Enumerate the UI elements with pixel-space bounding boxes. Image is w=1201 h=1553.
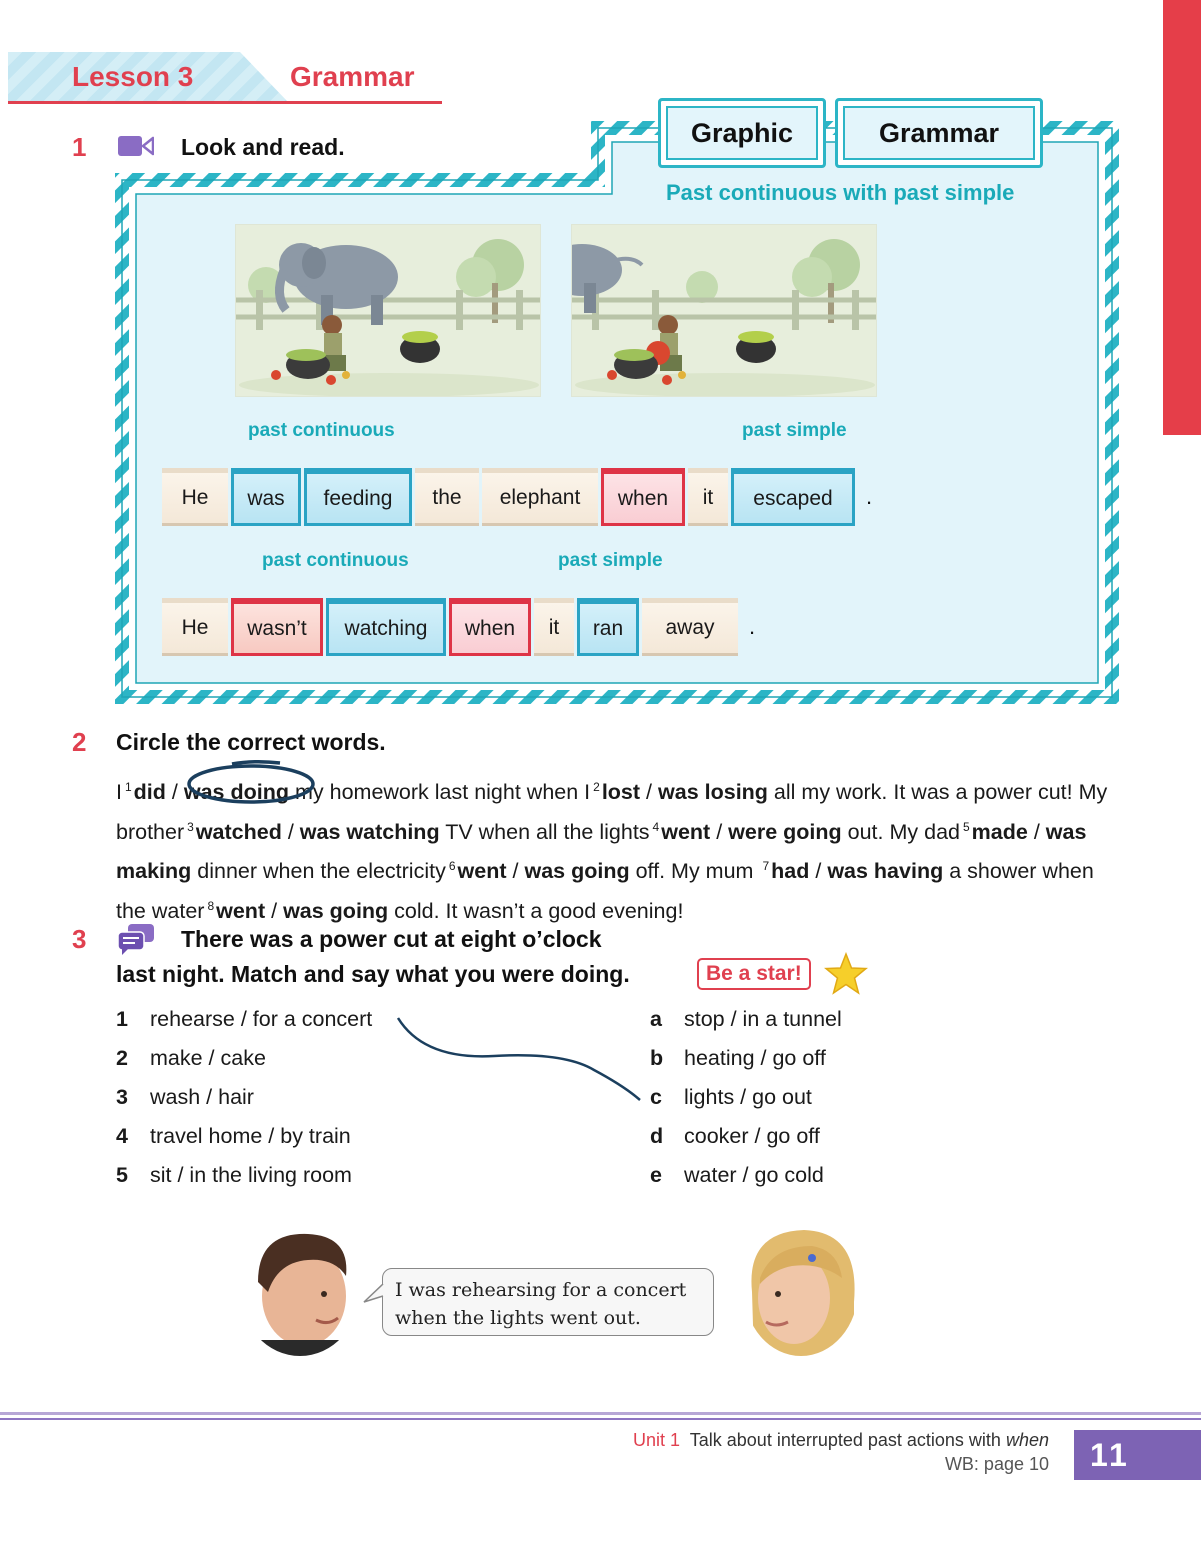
word-block: it [534,598,574,656]
item-number: 2 [116,1046,128,1070]
graphic-grammar-subtitle: Past continuous with past simple [666,180,1015,205]
item-text[interactable]: lights / go out [684,1085,812,1109]
boy-avatar [238,1222,362,1358]
speech-line: when the lights went out. [395,1307,641,1329]
text: off. My mum [635,859,754,884]
item-letter: a [650,1007,662,1031]
option-b[interactable]: was having [827,859,944,884]
speech-line: I was rehearsing for a concert [395,1279,687,1301]
gap-number: 8 [207,899,215,914]
speaking-icon[interactable] [116,922,156,956]
slash: / [512,859,519,884]
label-past-continuous-1: past continuous [248,420,395,441]
text: a shower when the water [116,859,1094,924]
option-b-circled[interactable]: was doing [183,780,289,804]
grammar-title-tab: Grammar [835,98,1043,168]
text: I [116,780,122,804]
exercise-1-number: 1 [72,132,87,162]
slash: / [287,819,294,844]
footer-objective-text: Talk about interrupted past actions with [689,1430,1001,1450]
word-block-past-continuous: was [231,468,301,526]
list-item [650,1046,826,1071]
gap-number: 5 [962,819,970,834]
option-a[interactable]: lost [601,780,641,804]
option-b[interactable]: was making [116,819,1087,884]
option-b[interactable]: was losing [658,780,768,804]
word-block: the [415,468,479,526]
item-letter: d [650,1124,664,1148]
text: my homework last night when I [294,780,591,804]
item-number: 3 [116,1085,128,1109]
list-item [116,1163,352,1188]
list-item [116,1046,266,1071]
gap-number: 7 [762,859,770,874]
exercise-2-number: 2 [72,727,87,757]
exercise-3-instruction-line1: There was a power cut at eight o’clock [181,926,602,952]
text: out. My dad [847,819,960,844]
item-text[interactable]: wash / hair [150,1085,254,1109]
word-block-past-simple: when [449,598,531,656]
list-item [116,1007,372,1032]
girl-avatar [742,1222,860,1358]
list-item [116,1085,254,1110]
word-block-past-continuous: watching [326,598,446,656]
slash: / [1033,819,1040,844]
speech-bubble-tail [362,1282,384,1306]
word-block: He [162,598,228,656]
option-b[interactable]: was going [524,859,630,884]
speech-bubble [382,1268,714,1336]
exercise-3-instruction-line2: last night. Match and say what you were doing. [116,961,630,987]
option-a[interactable]: made [971,819,1028,844]
footer-unit: Unit 1 [633,1430,681,1450]
word-block: He [162,468,228,526]
footer-objective-em: when [1005,1430,1049,1450]
item-number: 4 [116,1124,128,1148]
label-past-continuous-2: past continuous [262,550,409,571]
text: TV when all the lights [445,819,650,844]
item-text[interactable]: make / cake [150,1046,266,1070]
word-block: elephant [482,468,598,526]
workbook-reference: WB: page 10 [944,1454,1049,1474]
sentence-1-period: . [866,484,873,509]
exercise-2-instruction: Circle the correct words. [116,729,386,755]
option-b[interactable]: was going [283,899,389,924]
word-block-past-continuous: wasn’t [231,598,323,656]
item-letter: b [650,1046,664,1070]
example-match-line [394,1012,646,1102]
item-text[interactable]: rehearse / for a concert [150,1007,373,1031]
star-icon [824,952,868,996]
gap-number: 1 [124,780,132,794]
text: all my work. It was a power cut! My brother [116,780,1108,844]
word-block-past-simple: when [601,468,685,526]
label-past-simple-1: past simple [742,420,847,441]
list-item [650,1085,812,1110]
sentence-2-period: . [749,614,756,639]
slash: / [646,780,653,804]
item-text[interactable]: travel home / by train [150,1124,351,1148]
item-text[interactable]: cooker / go off [684,1124,820,1148]
word-block: away [642,598,738,656]
label-past-simple-2: past simple [558,550,663,571]
slash: / [815,859,822,884]
option-a[interactable]: went [216,899,266,924]
slash: / [716,819,723,844]
item-text[interactable]: sit / in the living room [150,1163,352,1187]
slash: / [171,780,178,804]
gap-number: 2 [593,780,600,794]
list-item [650,1007,842,1032]
graphic-title-tab: Graphic [658,98,826,168]
footer-rule [0,1412,1201,1415]
option-a[interactable]: had [771,859,810,884]
gap-number: 3 [187,819,194,834]
word-block-past-simple: ran [577,598,639,656]
option-b[interactable]: was watching [299,819,440,844]
slash: / [271,899,278,924]
sentence-2 [162,598,755,656]
text: cold. It wasn’t a good evening! [394,899,684,924]
item-letter: c [650,1085,662,1109]
word-block-past-simple: escaped [731,468,855,526]
item-text[interactable]: water / go cold [684,1163,824,1187]
option-a[interactable]: watched [195,819,282,844]
option-a[interactable]: went [457,859,507,884]
gap-number: 4 [652,819,660,834]
text: dinner when the electricity [197,859,446,884]
footer-objective [633,1430,1049,1451]
be-a-star-badge: Be a star! [697,958,811,990]
sentence-1 [162,468,872,526]
item-number: 1 [116,1007,128,1031]
exercise-1-instruction: Look and read. [181,134,345,160]
example-answer-circle [184,758,318,806]
list-item [650,1124,820,1149]
option-b[interactable]: were going [728,819,842,844]
picture-boy-feeding-elephant [235,224,541,397]
page-number: 11 [1074,1430,1201,1480]
option-a[interactable]: went [661,819,711,844]
word-block-past-continuous: feeding [304,468,412,526]
item-text[interactable]: stop / in a tunnel [684,1007,842,1031]
item-number: 5 [116,1163,128,1187]
item-letter: e [650,1163,662,1187]
list-item [650,1163,824,1188]
lesson-topic: Grammar [290,61,415,92]
option-a[interactable]: did [133,780,166,804]
footer-rule [0,1418,1201,1420]
word-block: it [688,468,728,526]
picture-elephant-escaping [571,224,877,397]
gap-number: 6 [448,859,456,874]
exercise-3-number: 3 [72,924,87,954]
list-item [116,1124,351,1149]
lesson-number: Lesson 3 [72,61,194,92]
item-text[interactable]: heating / go off [684,1046,826,1070]
